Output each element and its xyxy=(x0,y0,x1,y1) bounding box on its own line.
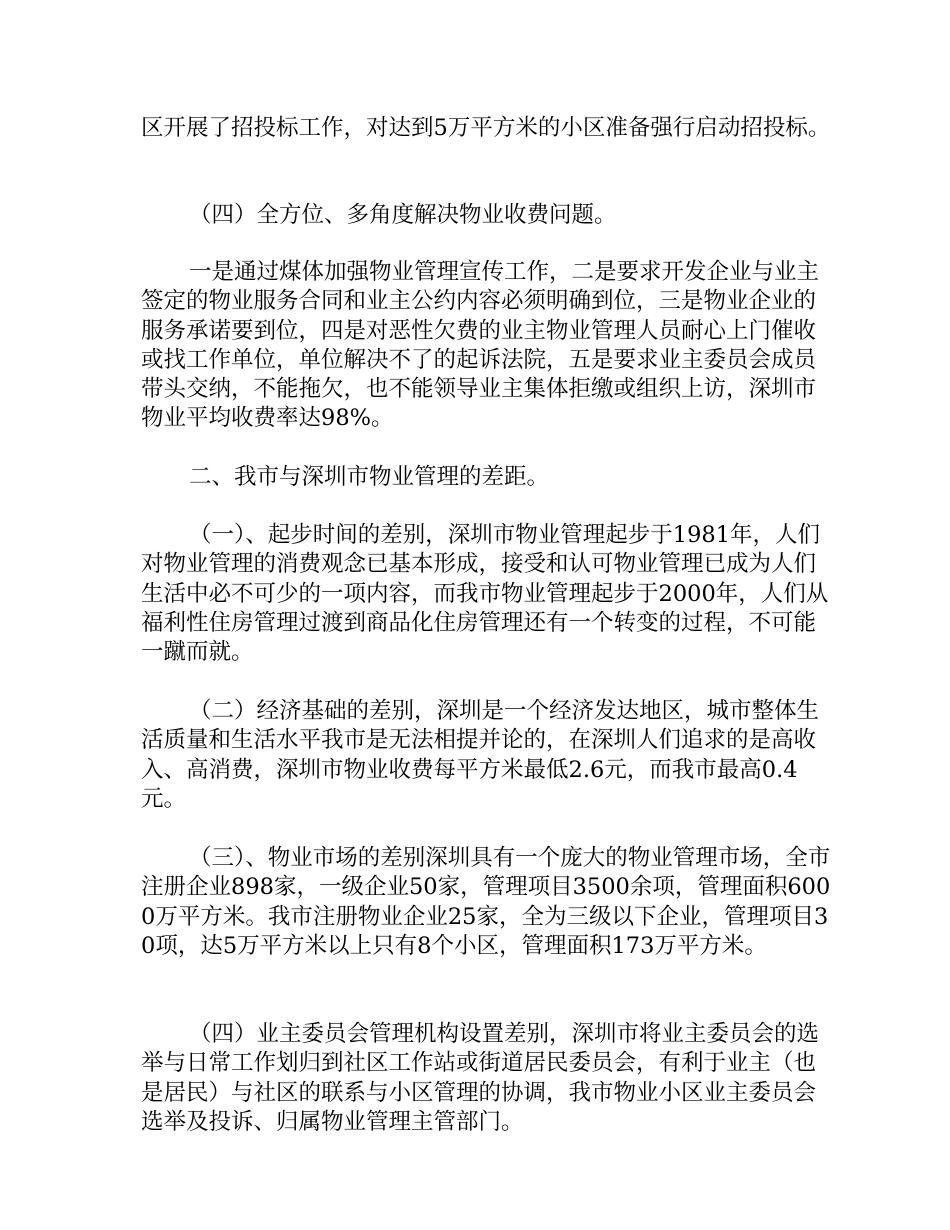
paragraph-fee-measures: 一是通过煤体加强物业管理宣传工作，二是要求开发企业与业主签定的物业服务合同和业主公约内容必须明确到位，三是物业企业的服务承诺要到位，四是对恶性欠费的业主物业管理人员耐心上门催收或找工作单位，单位解决不了的起诉法院，五是要求业主委员会成员带头交纳，不能拖欠，也不能领导业主集体拒缴或组织上访，深圳市物业平均收费率达98%。 xyxy=(141,259,820,432)
paragraph-economic-difference: （二）经济基础的差别，深圳是一个经济发达地区，城市整体生活质量和生活水平我市是无法相提并论的，在深圳人们追求的是高收入、高消费，深圳市物业收费每平方米最低2.6元，而我市最高0.4元。 xyxy=(141,698,820,812)
section-heading-4: （四）全方位、多角度解决物业收费问题。 xyxy=(189,202,617,228)
paragraph-start-time-difference: （一）、起步时间的差别，深圳市物业管理起步于1981年，人们对物业管理的消费观念已基本形成，接受和认可物业管理已成为人们生活中必不可少的一项内容，而我市物业管理起步于2000年，人们从福利性住房管理过渡到商品化住房管理还有一个转变的过程，不可能一蹴而就。 xyxy=(141,522,829,666)
paragraph-market-difference: （三）、物业市场的差别深圳具有一个庞大的物业管理市场，全市注册企业898家，一级企业50家，管理项目3500余项，管理面积6000万平方米。我市注册物业企业25家，全为三级以下企业，管理项目30项，达5万平方米以上只有8个小区，管理面积173万平方米。 xyxy=(141,845,831,959)
paragraph-continuation: 区开展了招投标工作，对达到5万平方米的小区准备强行启动招投标。 xyxy=(141,115,831,141)
chapter-heading-2: 二、我市与深圳市物业管理的差距。 xyxy=(189,464,550,490)
paragraph-committee-difference: （四）业主委员会管理机构设置差别，深圳市将业主委员会的选举与日常工作划归到社区工作站或街道居民委员会，有利于业主（也是居民）与社区的联系与小区管理的协调，我市物业小区业主委员会选举及投诉、归属物业管理主管部门。 xyxy=(141,1021,820,1135)
